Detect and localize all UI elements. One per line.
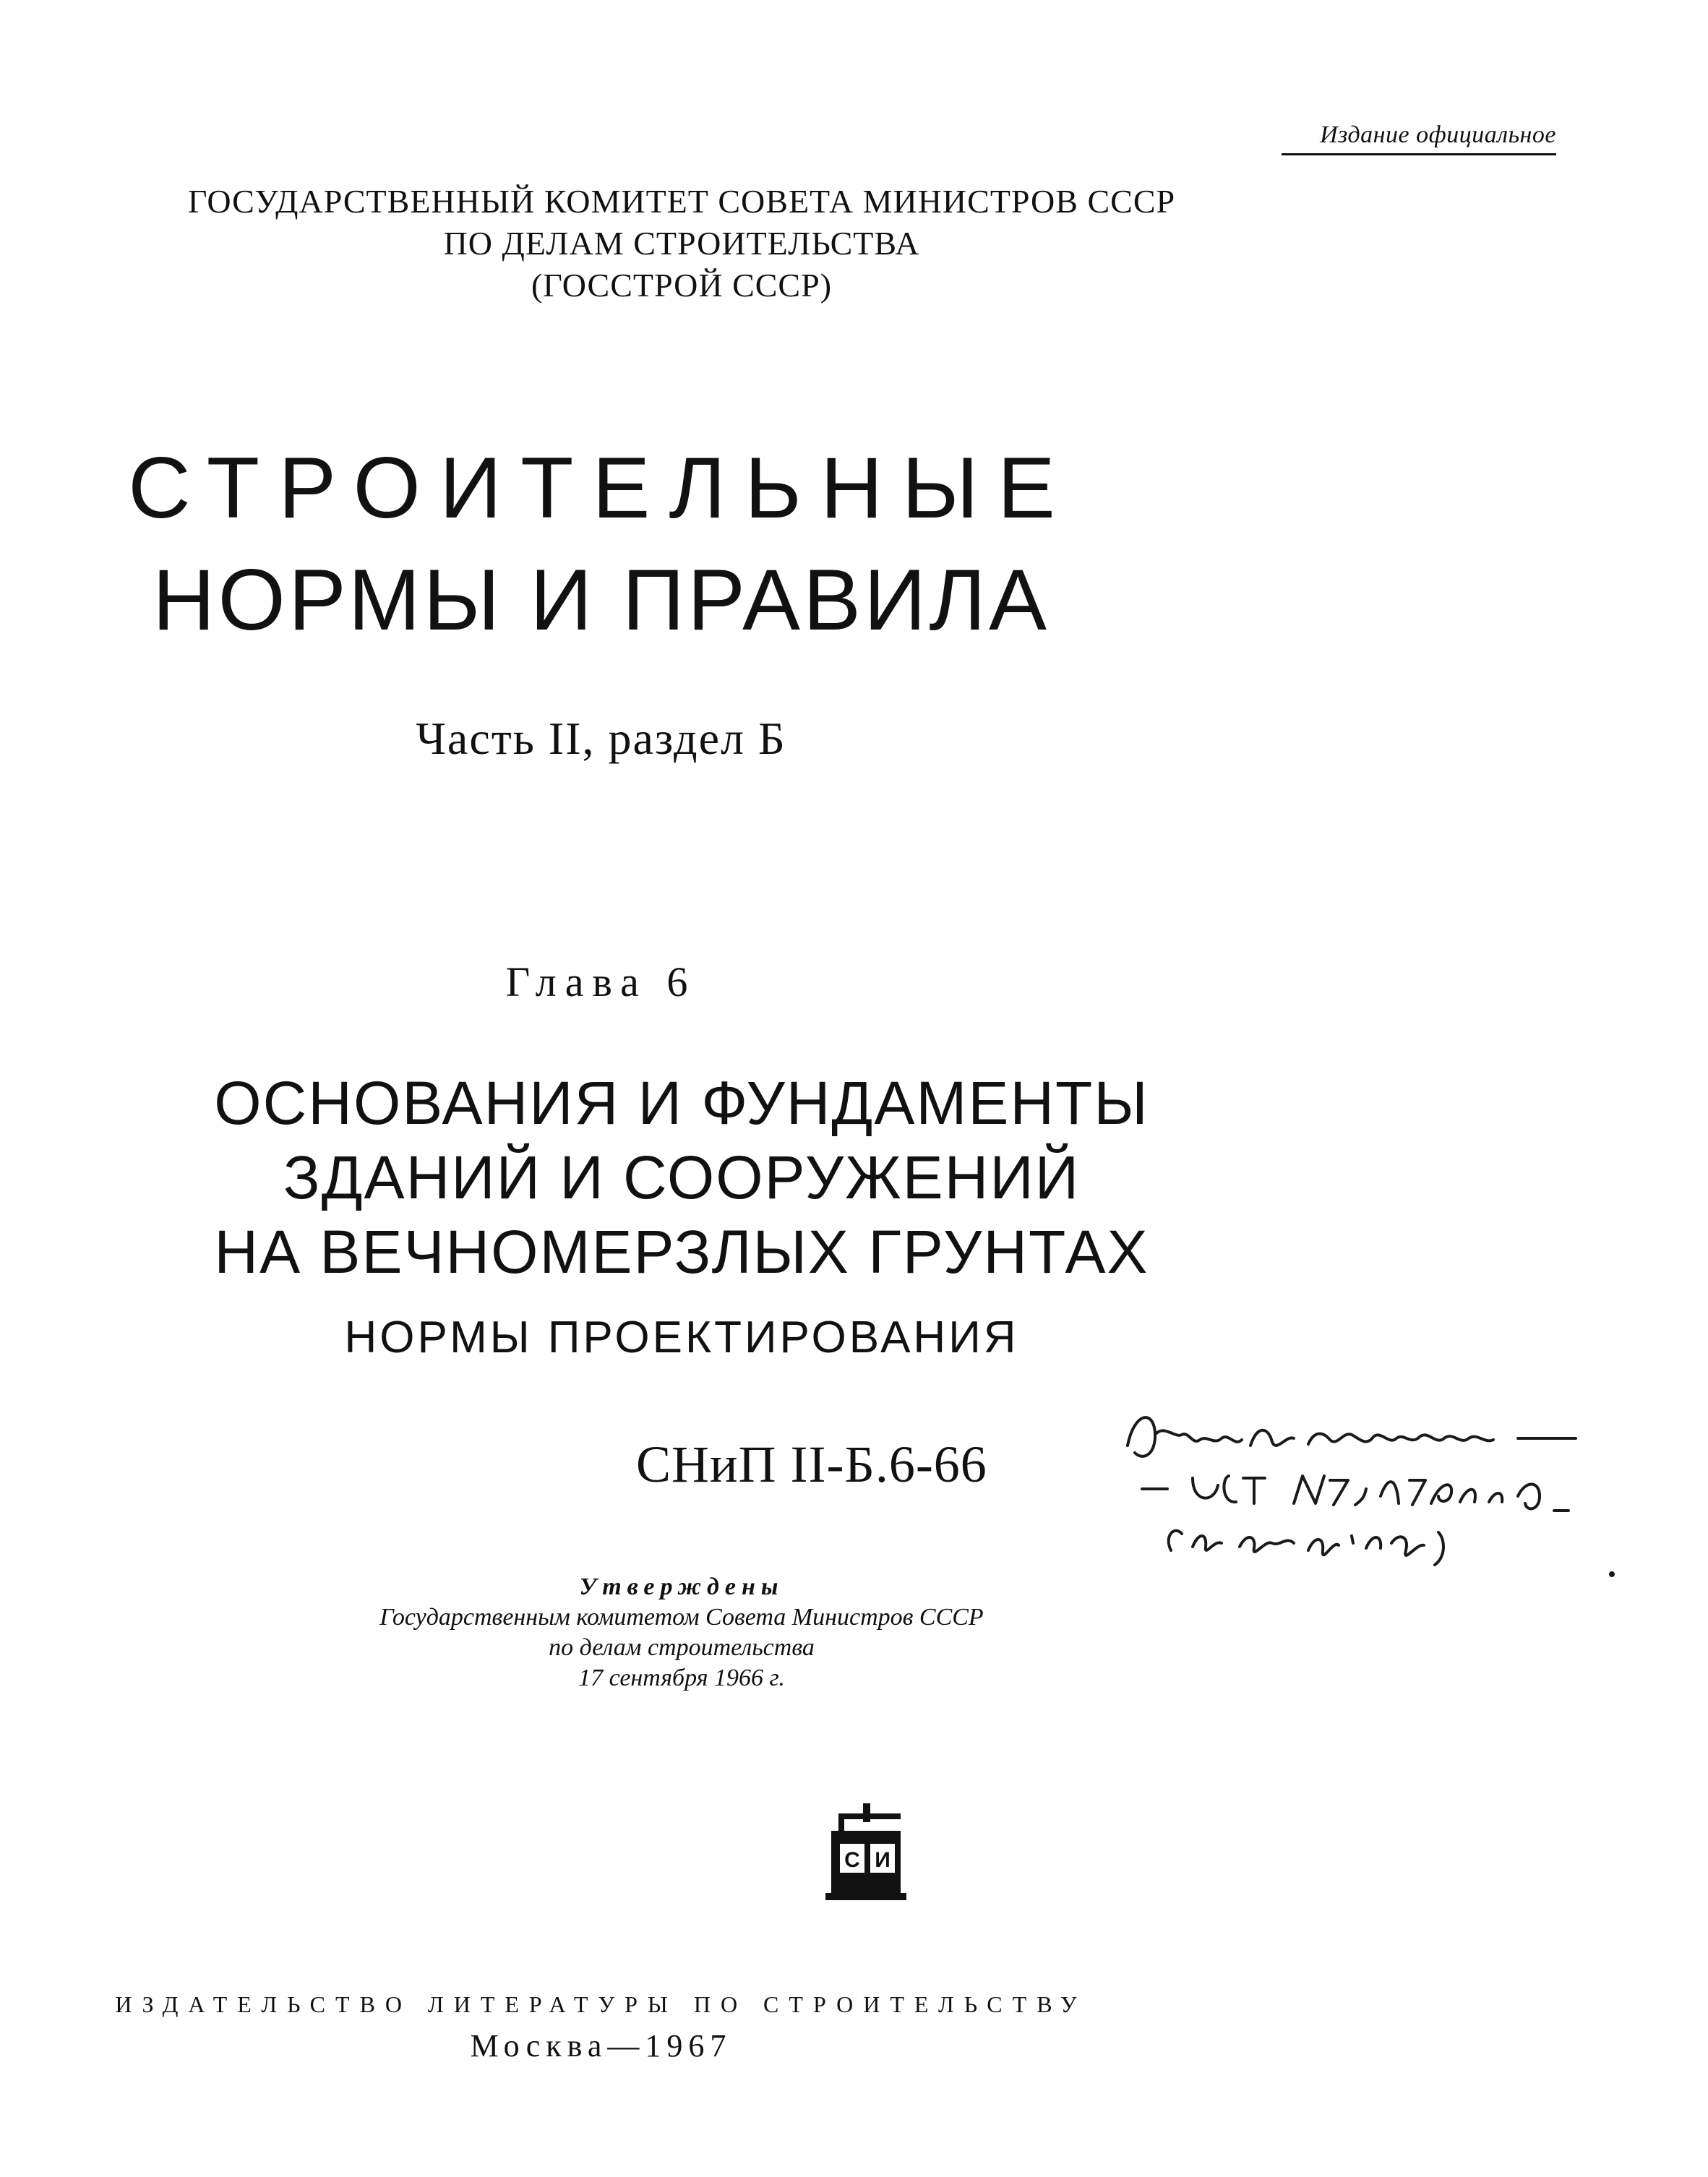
chapter-heading: Глава 6 [505,958,697,1005]
committee-line-3: (ГОССТРОЙ СССР) [531,267,833,304]
official-edition-underline [1282,153,1556,155]
city-year: Москва—1967 [470,2028,732,2064]
subject-line-3: НА ВЕЧНОМЕРЗЛЫХ ГРУНТАХ [214,1218,1149,1286]
subject-subtitle: НОРМЫ ПРОЕКТИРОВАНИЯ [344,1313,1019,1362]
approval-line-2: по делам строительства [549,1634,815,1661]
publisher-logo-icon [825,1803,912,1905]
document-code: СНиП II-Б.6-66 [636,1435,987,1493]
subject-line-1: ОСНОВАНИЯ И ФУНДАМЕНТЫ [214,1069,1149,1137]
subject-line-2: ЗДАНИЙ И СООРУЖЕНИЙ [283,1143,1081,1211]
subject-title [0,1066,1363,1289]
approval-line-3: 17 сентября 1966 г. [578,1665,785,1691]
approval-line-1: Государственным комитетом Совета Министров СССР [379,1604,984,1631]
committee-line-2: ПО ДЕЛАМ СТРОИТЕЛЬСТВА [443,225,920,262]
svg-text:И: И [875,1848,891,1872]
committee-header [0,181,1363,306]
svg-text:С: С [844,1848,860,1872]
title-line-2: НОРМЫ И ПРАВИЛА [152,551,1050,648]
part-heading: Часть II, раздел Б [416,713,786,764]
committee-line-1: ГОСУДАРСТВЕННЫЙ КОМИТЕТ СОВЕТА МИНИСТРОВ СССР [187,183,1176,220]
handwritten-note [1113,1395,1662,1583]
approval-block [0,1572,1363,1693]
official-edition-mark: Издание официальное [1320,121,1556,148]
title-line-1: СТРОИТЕЛЬНЫЕ [128,439,1074,536]
publisher-name: ИЗДАТЕЛЬСТВО ЛИТЕРАТУРЫ ПО СТРОИТЕЛЬСТВУ [115,1991,1087,2017]
approval-label: Утверждены [579,1573,784,1600]
